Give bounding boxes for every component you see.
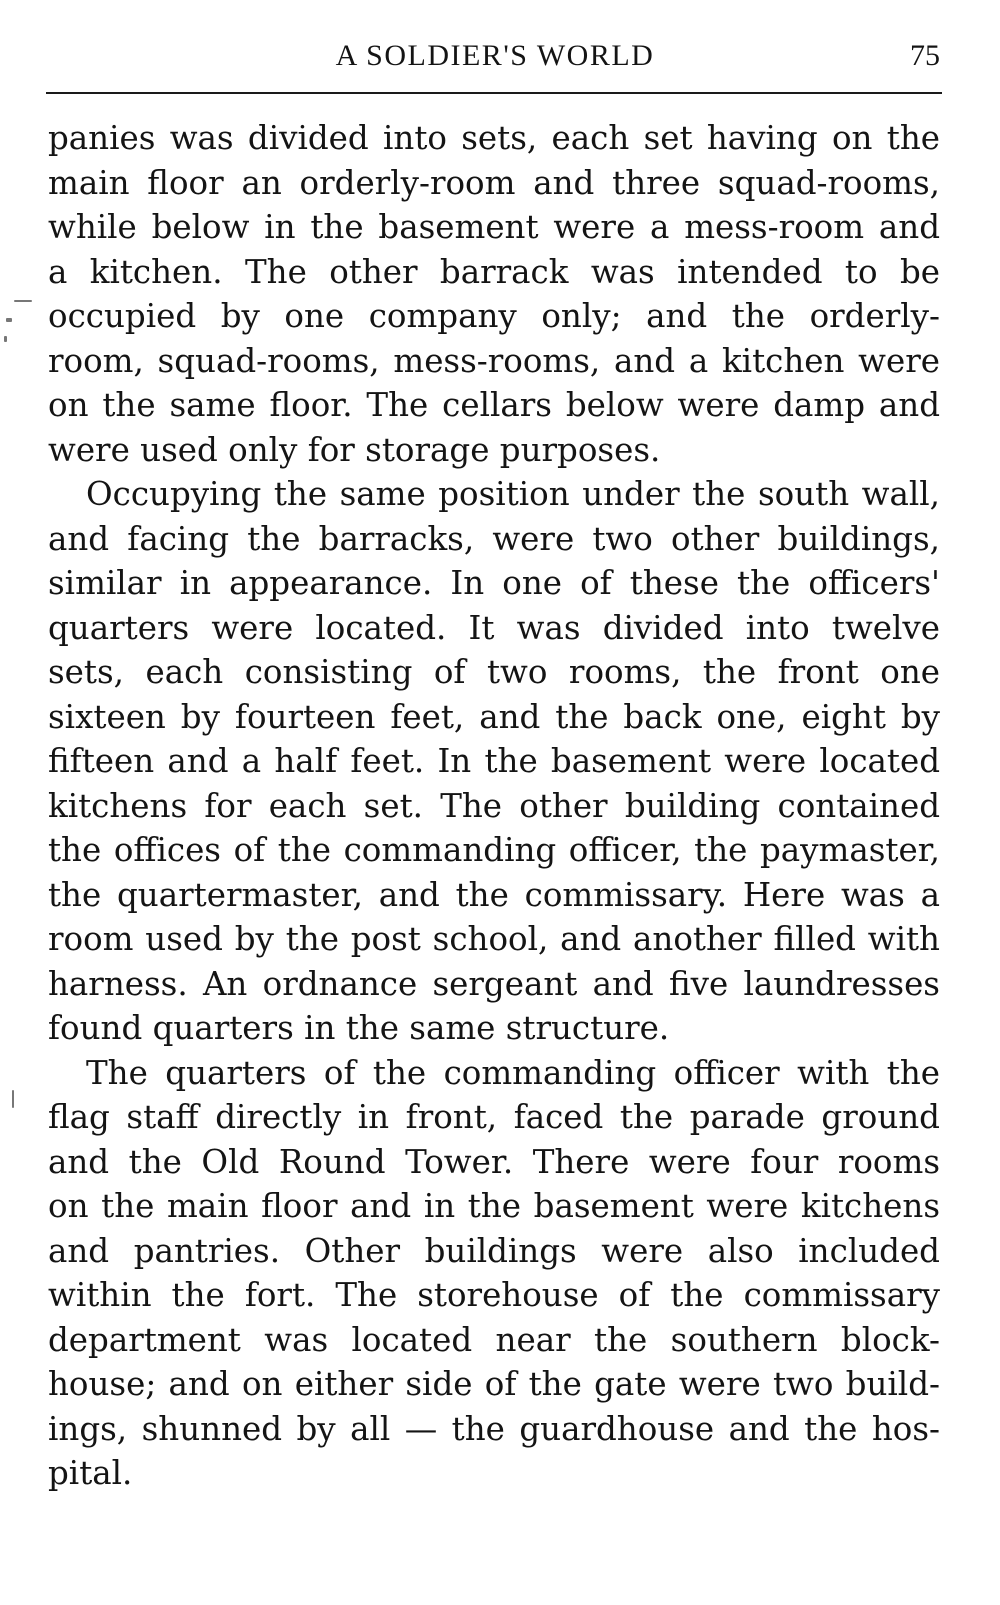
text-line: room, squad-rooms, mess-rooms, and a kitchen were <box>48 341 940 380</box>
text-line: harness. An ordnance sergeant and five laundresses <box>48 964 940 1003</box>
text-line: kitchens for each set. The other building contained <box>48 786 940 825</box>
running-title: A SOLDIER'S WORLD <box>335 39 655 72</box>
text-line: on the same floor. The cellars below were damp and <box>48 386 940 424</box>
text-line: main floor an orderly-room and three squad-rooms, <box>48 163 940 202</box>
text-line: on the main floor and in the basement were kitchens <box>48 1187 940 1225</box>
scan-speck <box>14 300 32 302</box>
text-line: the offices of the commanding officer, the paymaster, <box>48 831 940 869</box>
paragraph-end-line: were used only for storage purposes. <box>48 430 661 469</box>
text-line: sets, each consisting of two rooms, the front one <box>48 653 940 691</box>
text-line: within the fort. The storehouse of the commissary <box>48 1276 940 1314</box>
running-head <box>48 34 942 78</box>
text-line: house; and on either side of the gate were two build- <box>48 1365 940 1403</box>
text-line: panies was divided into sets, each set having on the <box>48 119 940 157</box>
scan-speck <box>12 1090 14 1108</box>
text-line: a kitchen. The other barrack was intended to be <box>48 252 940 291</box>
paragraph-end-line: pital. <box>48 1454 133 1492</box>
scan-speck <box>4 336 7 342</box>
body-text <box>48 116 940 1496</box>
text-line: while below in the basement were a mess-room and <box>48 208 940 246</box>
text-line: and the Old Round Tower. There were four rooms <box>48 1142 940 1181</box>
text-line: flag staff directly in front, faced the parade ground <box>48 1098 940 1136</box>
header-rule <box>46 92 942 94</box>
text-line: quarters were located. It was divided into twelve <box>48 608 940 647</box>
paragraph-end-line: found quarters in the same structure. <box>48 1009 670 1047</box>
text-line: the quartermaster, and the commissary. Here was a <box>48 875 940 914</box>
text-line: occupied by one company only; and the orderly- <box>48 297 940 335</box>
paragraph-start-line: Occupying the same position under the south wall, <box>86 475 940 513</box>
text-line: sixteen by fourteen feet, and the back one, eight by <box>48 697 940 736</box>
page-number: 75 <box>910 39 940 72</box>
scan-speck <box>6 318 12 322</box>
text-line: department was located near the southern block- <box>48 1320 940 1359</box>
text-line: similar in appearance. In one of these the officers' <box>48 564 940 602</box>
paragraph-start-line: The quarters of the commanding officer with the <box>86 1053 940 1092</box>
text-line: and facing the barracks, were two other buildings, <box>48 519 940 558</box>
text-line: room used by the post school, and another filled with <box>48 920 940 958</box>
text-line: and pantries. Other buildings were also included <box>48 1231 940 1270</box>
text-line: fifteen and a half feet. In the basement were located <box>48 742 940 780</box>
text-line: ings, shunned by all — the guardhouse and the hos- <box>48 1409 940 1448</box>
